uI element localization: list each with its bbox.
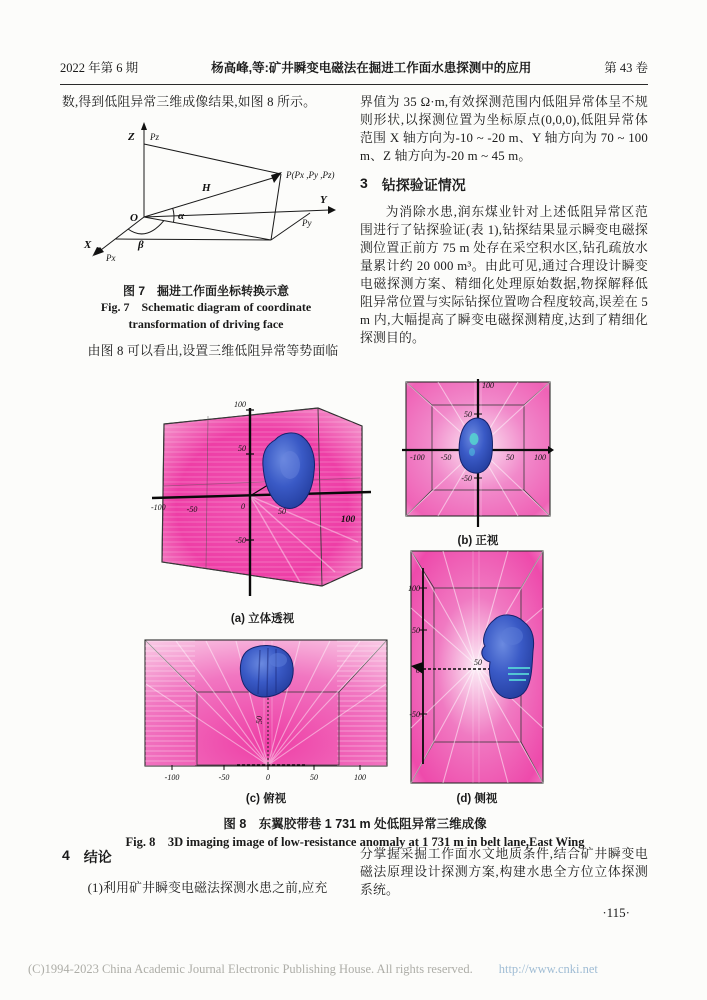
conclusion-paragraph-left: (1)利用矿井瞬变电磁法探测水患之前,应充 — [87, 881, 328, 895]
tick: 100 — [534, 453, 546, 462]
conclusion-paragraph-right: 分掌握采掘工作面水文地质条件,结合矿井瞬变电磁法原理设计探测方案,构建水患全方位立体探测系统。 — [360, 847, 648, 897]
point-p-label: P(Px ,Py ,Pz) — [286, 170, 335, 180]
top-columns — [62, 93, 648, 360]
figure8-panel-b-caption: (b) 正视 — [457, 535, 499, 547]
header-issue: 2022 年第 6 期 — [60, 61, 139, 75]
right-paragraph-top: 界值为 35 Ω·m,有效探测范围内低阻异常体呈不规则形状,以探测位置为坐标原点(0,0,0),低阻异常体范围 X 轴方向为-10 ~ -20 m、Y 轴方向为 70 ~ 100 m、Z 轴方向为-20 m ~ 45 m。 — [360, 95, 648, 163]
figure7-caption-cn: 图 7 掘进工作面坐标转换示意 — [122, 284, 289, 298]
tick: 0 — [416, 666, 420, 675]
page-footer — [28, 962, 688, 977]
bottom-columns — [62, 845, 648, 921]
figure8-panel-d-plot — [408, 548, 546, 786]
tick: -50 — [186, 505, 198, 514]
x-axis-label: X — [84, 239, 92, 251]
tick: 50 — [506, 453, 514, 462]
panel-a-blob-highlight — [280, 451, 300, 479]
tick: -100 — [410, 453, 425, 462]
section4-title: 结论 — [83, 849, 112, 865]
page-header — [60, 58, 648, 76]
header-running-title: 杨高峰,等:矿井瞬变电磁法在掘进工作面水患探测中的应用 — [211, 61, 532, 75]
tick: -50 — [440, 453, 452, 462]
panel-b-blob-highlight — [470, 433, 479, 445]
pz-label: Pz — [150, 132, 159, 142]
section3-heading — [360, 175, 648, 195]
figure8-panel-c-caption: (c) 俯视 — [245, 793, 287, 805]
tick: 50 — [464, 410, 472, 419]
tick: 50 — [278, 507, 286, 516]
right-column — [360, 93, 648, 360]
figure8-caption-cn: 图 8 东翼胶带巷 1 731 m 处低阻异常三维成像 — [223, 817, 487, 831]
origin-label: O — [130, 212, 138, 224]
px-label: Px — [106, 253, 116, 263]
tick: -50 — [235, 536, 246, 545]
left-column — [62, 93, 350, 360]
z-axis-label: Z — [128, 131, 135, 143]
figure8-panel-d-caption: (d) 侧视 — [456, 793, 498, 805]
tick: 50 — [310, 773, 318, 782]
figure8-panel-b-plot — [402, 378, 554, 528]
figure8 — [62, 378, 648, 848]
tick: 50 — [238, 444, 246, 453]
panel-b-blob-highlight2 — [469, 448, 475, 456]
tick: 50 — [412, 626, 420, 635]
tick: 100 — [354, 773, 366, 782]
header-volume: 第 43 卷 — [604, 61, 648, 75]
section3-title: 钻探验证情况 — [381, 177, 466, 193]
tick: -50 — [461, 474, 472, 483]
figure8-panel-a-plot — [150, 390, 375, 605]
tick: 100 — [340, 515, 356, 525]
panel-b-anomaly-blob — [459, 418, 492, 473]
panel-d-blob-highlight — [501, 627, 523, 645]
section4-number: 4 — [62, 847, 70, 863]
py-label: Py — [302, 218, 312, 228]
figure7-lines — [97, 127, 330, 253]
figure7-caption-en-line2: transformation of driving face — [128, 317, 284, 331]
figure8-panel-a-caption: (a) 立体透视 — [230, 613, 295, 625]
tick: 100 — [482, 381, 494, 390]
tick: 100 — [408, 584, 420, 593]
left-paragraph-top: 数,得到低阻异常三维成像结果,如图 8 所示。 — [62, 95, 317, 109]
figure7-diagram — [66, 117, 346, 275]
panel-c-blob-highlight — [269, 653, 287, 667]
page-number: ·115· — [602, 905, 630, 920]
footer-copyright: (C)1994-2023 China Academic Journal Electronic Publishing House. All rights reserved. — [28, 962, 473, 976]
y-axis-label: Y — [320, 194, 327, 206]
section4-heading — [62, 847, 350, 867]
tick: 100 — [234, 400, 246, 409]
section3-number: 3 — [360, 175, 368, 191]
left-paragraph-bottom: 由图 8 可以看出,设置三维低阻异常等势面临 — [87, 344, 339, 358]
figure8-caption-en: Fig. 8 3D imaging image of low-resistance anomaly at 1 731 m in belt lane,East Wing — [125, 835, 585, 849]
tick: 50 — [255, 716, 264, 724]
tick: -50 — [409, 710, 420, 719]
footer-cnki-link[interactable]: http://www.cnki.net — [498, 962, 598, 976]
tick: 50 — [474, 658, 482, 667]
section3-paragraph: 为消除水患,润东煤业针对上述低阻异常区范围进行了钻探验证(表 1),钻探结果显示瞬变电磁探测位置正前方 75 m 处存在采空积水区,钻孔疏放水量累计约 20 000 m³。由此可见,通过合理设计瞬变电磁探测方案、精细化处理原始数据,物探解释低阻异常位置与实际钻探位置吻合程度较高,误差在 5 m 内,大幅提高了瞬变电磁探测精度,达到了精细化探测目的。 — [360, 205, 648, 345]
figure7-caption-en-line1: Fig. 7 Schematic diagram of coordinate — [100, 300, 312, 314]
tick: -100 — [151, 503, 166, 512]
tick: 0 — [241, 502, 245, 511]
h-label: H — [202, 182, 211, 194]
figure8-panel-c-plot — [142, 634, 390, 786]
beta-label: β — [138, 239, 144, 251]
tick: -50 — [218, 773, 230, 782]
tick: 0 — [266, 773, 270, 782]
tick: -100 — [164, 773, 180, 782]
header-rule — [60, 84, 648, 85]
alpha-label: α — [178, 210, 185, 222]
conclusion-right-column — [360, 845, 648, 921]
conclusion-left-column — [62, 845, 350, 921]
figure7 — [62, 117, 350, 333]
